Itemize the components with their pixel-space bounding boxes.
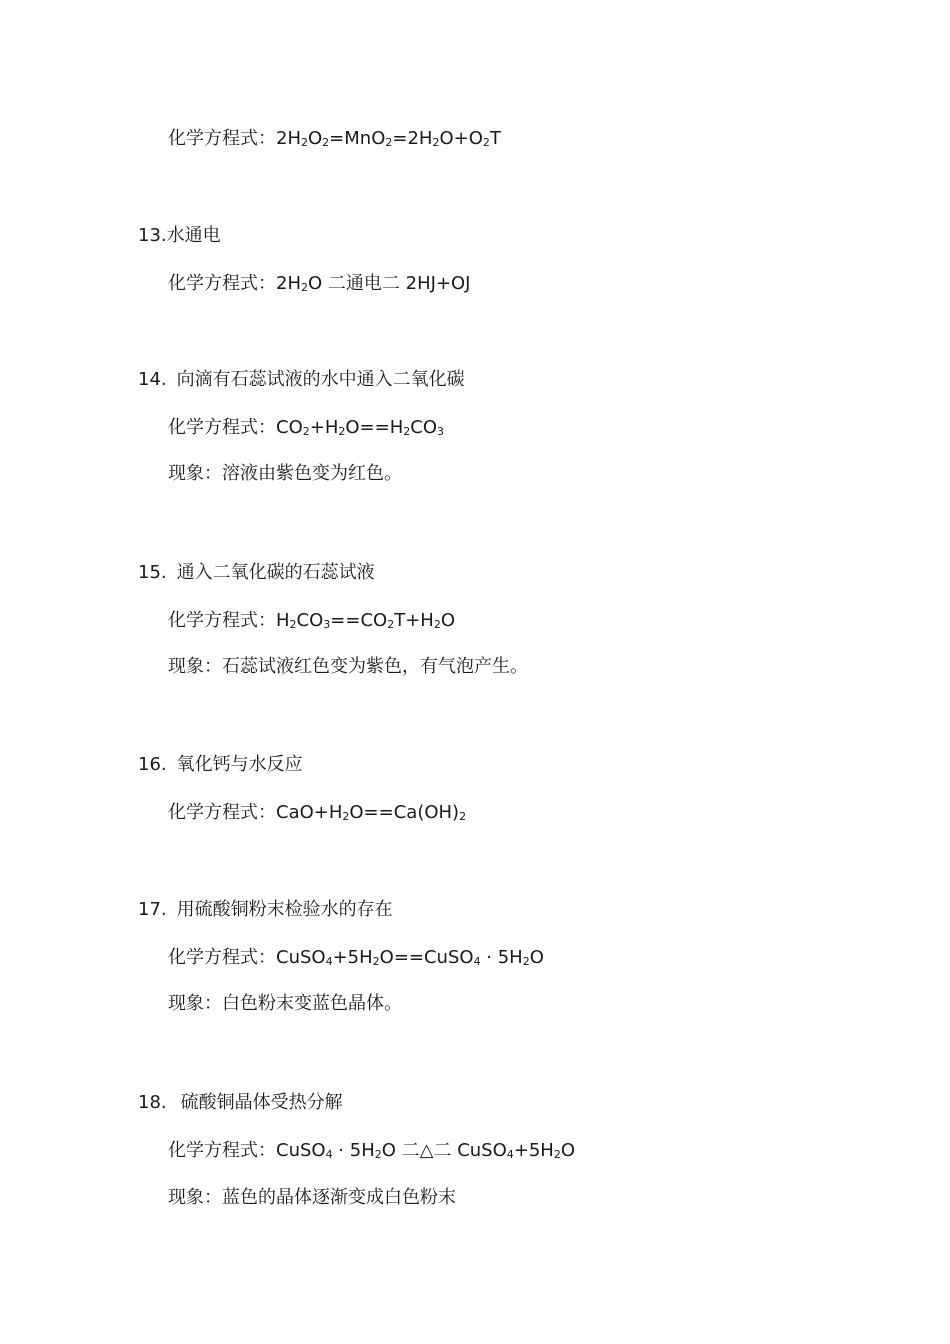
item-title-15 (138, 561, 375, 585)
item-title-14 (138, 368, 465, 392)
equation-line-17 (168, 946, 544, 970)
item-title-13: 13.水通电 (138, 225, 221, 246)
equation-text: CuSO$_4$ · $5H_2O$ 二△二 $CuSO_4+5H_2O$ (276, 1140, 576, 1161)
item-title-16 (138, 753, 303, 777)
item-number: 18. (138, 1092, 167, 1113)
equation-text: $2H_2O_2=MnO_2=2H_2O+O_2T$ (276, 128, 501, 149)
item-number: 17. (138, 899, 167, 920)
item-number: 14. (138, 369, 167, 390)
phenomenon-14: 现象：溶液由紫色变为红色。 (168, 463, 402, 484)
item-title-text: 硫酸铜晶体受热分解 (180, 1092, 343, 1113)
equation-line-12 (168, 127, 501, 151)
item-title-text: 向滴有石蕊试液的水中通入二氧化碳 (176, 369, 465, 390)
equation-label: 化学方程式： (168, 802, 276, 823)
item-number: 15. (138, 562, 167, 583)
equation-line-16 (168, 801, 466, 825)
item-title-17 (138, 898, 393, 922)
equation-label: 化学方程式： (168, 417, 276, 438)
equation-text: $CO_2+H_2O==H_2CO_3$ (276, 417, 444, 438)
item-title-text: 通入二氧化碳的石蕊试液 (176, 562, 375, 583)
equation-label: 化学方程式： (168, 947, 276, 968)
equation-line-15 (168, 609, 455, 633)
equation-label: 化学方程式： (168, 1140, 276, 1161)
item-title-18 (138, 1091, 343, 1115)
item-number: 16. (138, 754, 167, 775)
phenomenon-18: 现象：蓝色的晶体逐渐变成白色粉末 (168, 1187, 456, 1208)
equation-text: $CuSO_4+5H_2O==CuSO_4 \cdot 5H_2O$ (276, 947, 544, 968)
equation-line-13 (168, 272, 470, 296)
equation-line-18 (168, 1139, 575, 1163)
equation-label: 化学方程式： (168, 610, 276, 631)
item-title-text: 用硫酸铜粉末检验水的存在 (176, 899, 393, 920)
item-title-text: 氧化钙与水反应 (176, 754, 303, 775)
equation-text: $H_2CO_3==CO_2T+H_2O$ (276, 610, 455, 631)
equation-label: 化学方程式： (168, 128, 276, 149)
equation-text: $2H_2O$ 二通电二 2HJ+OJ (276, 273, 471, 294)
equation-label: 化学方程式： (168, 273, 276, 294)
equation-text: $CaO+H_2O==Ca(OH)_2$ (276, 802, 467, 823)
phenomenon-17: 现象：白色粉末变蓝色晶体。 (168, 993, 402, 1014)
phenomenon-15: 现象：石蕊试液红色变为紫色，有气泡产生。 (168, 656, 528, 677)
equation-line-14 (168, 416, 444, 440)
